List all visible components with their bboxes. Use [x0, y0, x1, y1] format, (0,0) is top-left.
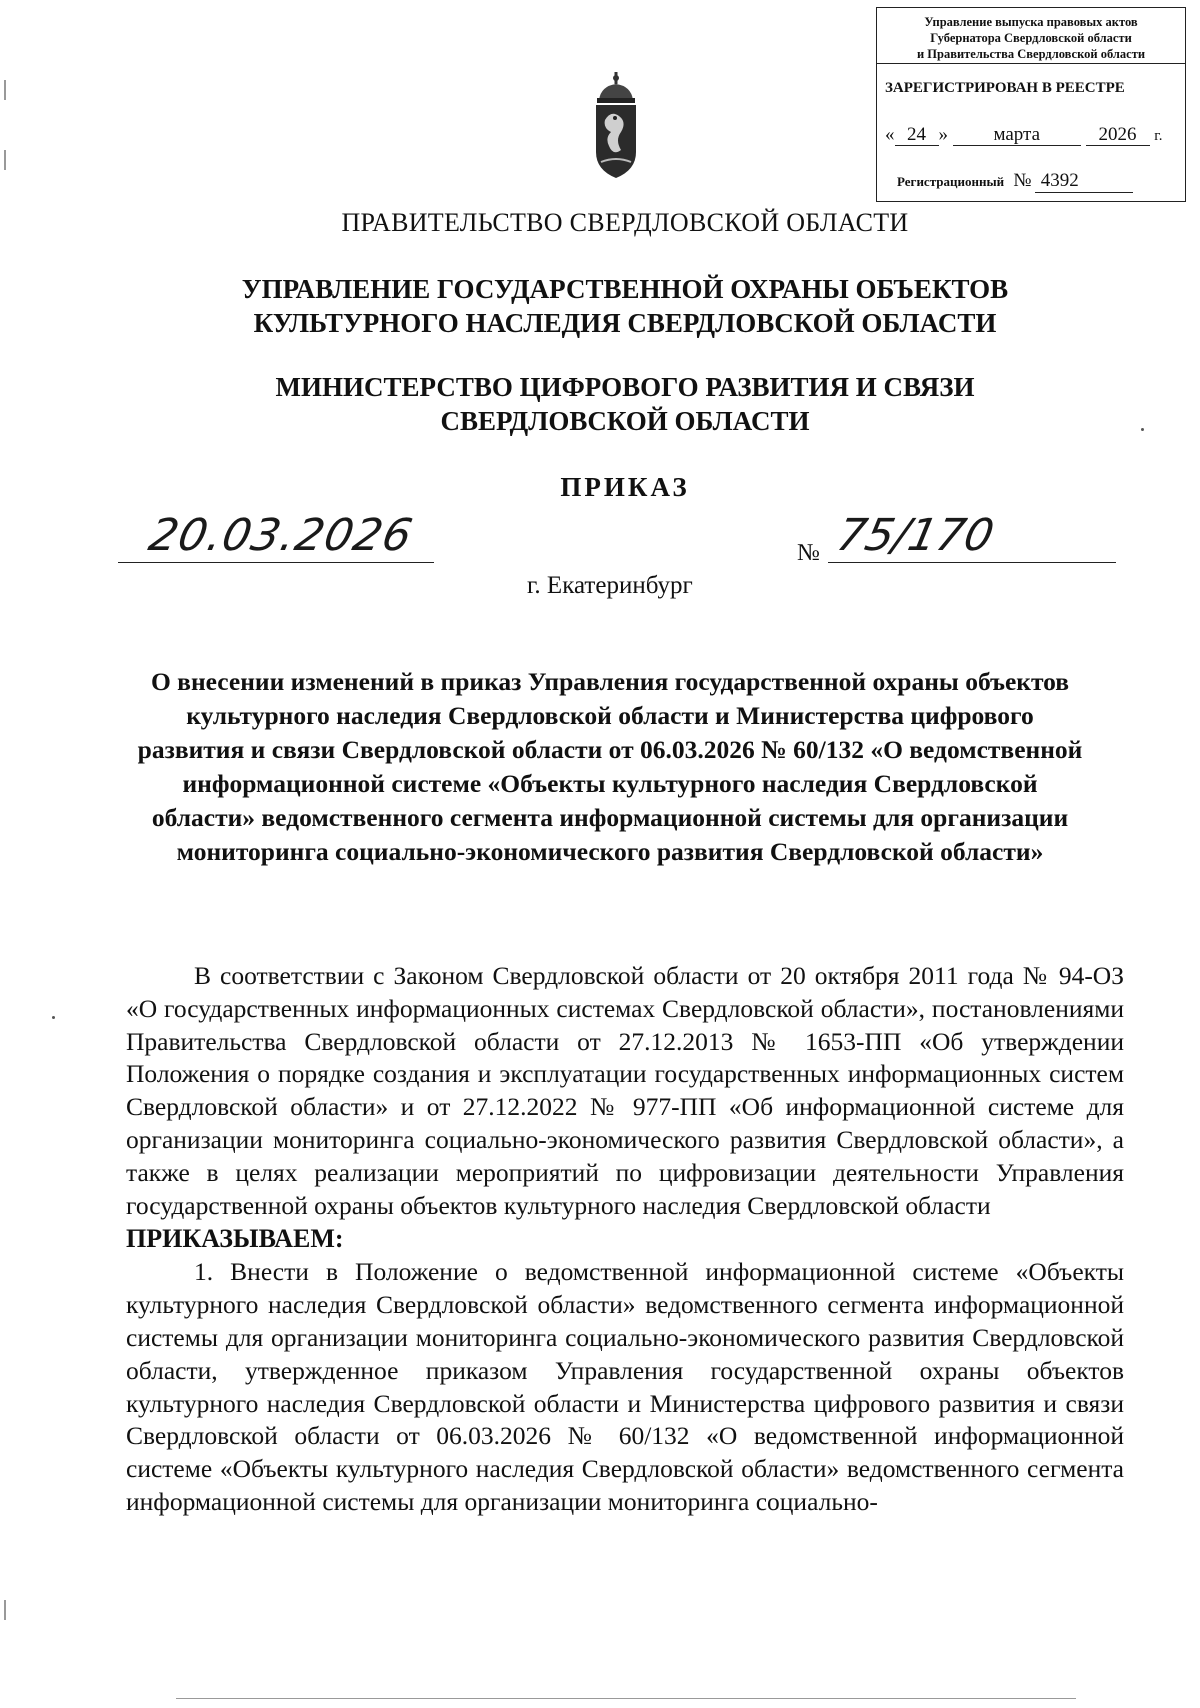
handwritten-date: 20.03.2026	[144, 510, 418, 561]
stamp-date: « 24 » марта 2026 г.	[885, 124, 1163, 145]
org1-line: УПРАВЛЕНИЕ ГОСУДАРСТВЕННОЙ ОХРАНЫ ОБЪЕКТОВ	[241, 274, 1009, 304]
org2-line: СВЕРДЛОВСКОЙ ОБЛАСТИ	[440, 406, 810, 436]
stamp-header-line: Губернатора Свердловской области	[930, 31, 1132, 45]
document-type: ПРИКАЗ	[560, 472, 690, 502]
coat-of-arms-icon	[591, 72, 641, 182]
stamp-reg-number	[897, 170, 1133, 193]
stamp-year: 2026	[1086, 125, 1150, 146]
org1-title	[0, 272, 1200, 340]
stamp-day: 24	[895, 125, 939, 146]
city: г. Екатеринбург	[527, 572, 693, 599]
order-word: ПРИКАЗЫВАЕМ:	[126, 1224, 344, 1254]
stamp-month: марта	[953, 125, 1081, 146]
stamp-year-suffix: г.	[1154, 128, 1163, 144]
date-underline	[118, 562, 434, 563]
stamp-header-line: и Правительства Свердловской области	[916, 47, 1146, 61]
org2-line: МИНИСТЕРСТВО ЦИФРОВОГО РАЗВИТИЯ И СВЯЗИ	[275, 372, 975, 402]
item-1-paragraph: 1. Внести в Положение о ведомственной информационной системе «Объекты культурного наследия Свердловской области» ведомственного сегмента информационной системы для организации мониторинга социально-экономического развития Свердловской области, утвержденное приказом Управления государственной охраны объектов культурного наследия Свердловской области и Министерства цифрового развития и связи Свердловской области от 06.03.2026 № 60/132 «О ведомственной информационной системе «Объекты культурного наследия Свердловской области» ведомственного сегмента информационной системы для организации мониторинга социально-	[126, 1257, 1124, 1516]
scan-margin-mark	[4, 80, 6, 100]
stamp-reg-sign: №	[1013, 170, 1032, 191]
scan-dot	[1141, 428, 1144, 431]
registration-stamp	[876, 7, 1186, 202]
scan-bottom-rule	[176, 1698, 1076, 1699]
number-underline	[828, 562, 1116, 563]
handwritten-number: 75/170	[832, 510, 999, 561]
number-sign: №	[797, 540, 820, 566]
org2-title	[0, 370, 1200, 438]
scan-margin-mark	[4, 150, 6, 170]
scan-dot	[52, 1016, 55, 1019]
stamp-header-line: Управление выпуска правовых актов	[924, 15, 1138, 29]
stamp-reg-label: Регистрационный	[897, 174, 1005, 189]
stamp-registered-label: ЗАРЕГИСТРИРОВАН В РЕЕСТРЕ	[885, 80, 1125, 96]
stamp-header	[877, 8, 1185, 64]
org1-line: КУЛЬТУРНОГО НАСЛЕДИЯ СВЕРДЛОВСКОЙ ОБЛАСТИ	[253, 308, 997, 338]
document-body	[126, 960, 1124, 1519]
government-title: ПРАВИТЕЛЬСТВО СВЕРДЛОВСКОЙ ОБЛАСТИ	[341, 208, 909, 237]
stamp-reg-value: 4392	[1035, 170, 1133, 193]
preamble-paragraph: В соответствии с Законом Свердловской области от 20 октября 2011 года № 94-ОЗ «О государственных информационных системах Свердловской области», постановлениями Правительства Свердловской области от 27.12.2013 № 1653-ПП «Об утверждении Положения о порядке создания и эксплуатации государственных информационных систем Свердловской области» и от 27.12.2022 № 977-ПП «Об информационной системе для организации мониторинга социально-экономического развития Свердловской области», а также в целях реализации мероприятий по цифровизации деятельности Управления государственной охраны объектов культурного наследия Свердловской области	[126, 961, 1124, 1220]
document-title: О внесении изменений в приказ Управления государственной охраны объектов культурного наследия Свердловской области и Министерства цифрового развития и связи Свердловской области от 06.03.2026 № 60/132 «О ведомственной информационной системе «Объекты культурного наследия Свердловской области» ведомственного сегмента информационной системы для организации мониторинга социально-экономического развития Свердловской области»	[137, 667, 1083, 866]
scan-margin-mark	[4, 1600, 6, 1620]
